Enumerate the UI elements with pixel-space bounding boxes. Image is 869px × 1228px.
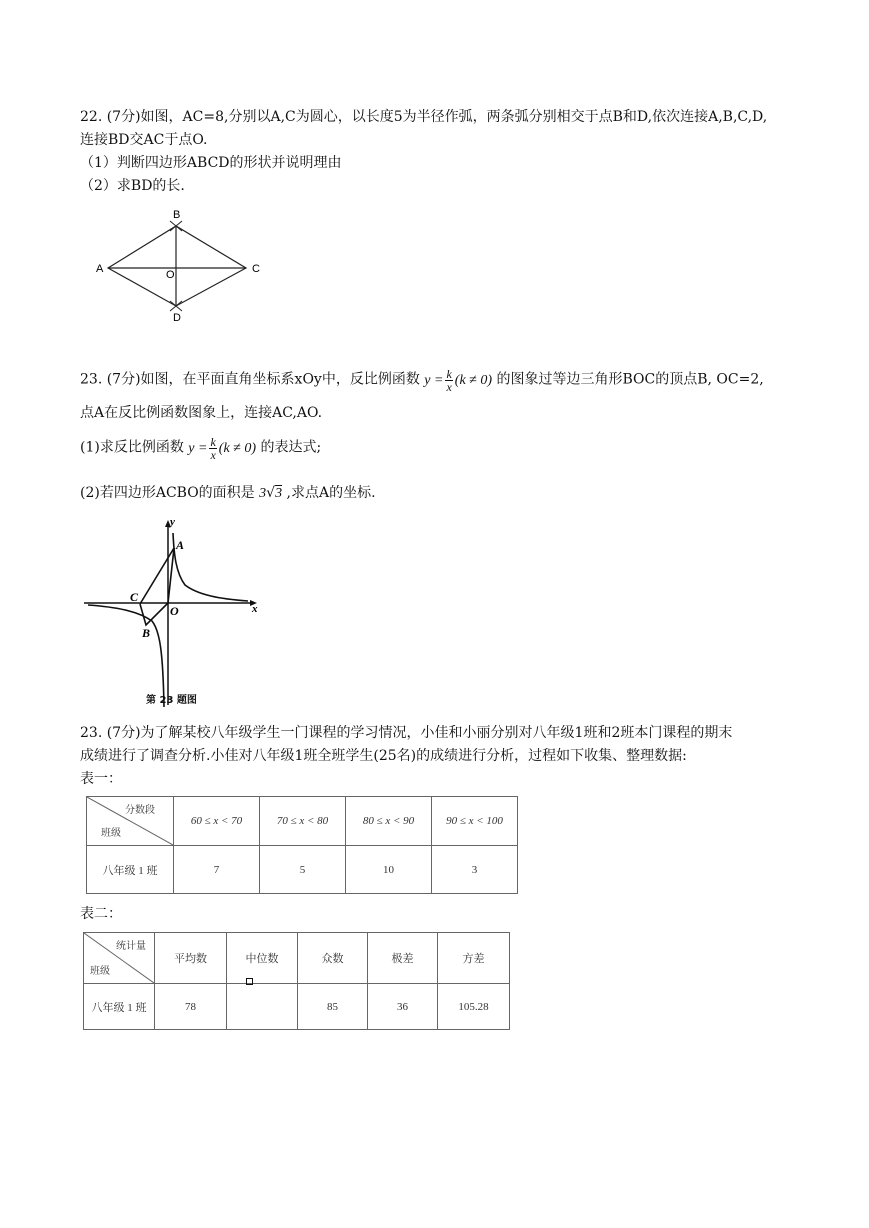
label-point-b: B bbox=[142, 626, 151, 640]
function-expression bbox=[424, 368, 492, 393]
q23a-part2-pre: (2)若四边形ACBO的面积是 bbox=[80, 485, 255, 501]
q22-line1: 22. (7分)如图，AC=8,分别以A,C为圆心，以长度5为半径作弧，两条弧分别相交于点B和D,依次连接A,B,C,D, bbox=[80, 109, 768, 125]
label-x-axis: x bbox=[252, 603, 258, 615]
func-fraction-2 bbox=[209, 436, 216, 461]
label-b: B bbox=[173, 209, 181, 221]
label-point-c: C bbox=[130, 590, 139, 604]
table1-cell: 10 bbox=[346, 846, 432, 894]
table2-header: 中位数 bbox=[227, 933, 298, 984]
func-cond-2: (k ≠ 0) bbox=[218, 440, 257, 456]
area-coef: 3 bbox=[259, 486, 267, 501]
table2-cell: 105.28 bbox=[438, 984, 510, 1030]
func-num-2: k bbox=[210, 435, 216, 449]
table1-corner-cell bbox=[87, 797, 174, 846]
table1-title: 表一： bbox=[80, 771, 122, 787]
function-expression-2 bbox=[188, 436, 256, 461]
table1-corner-top: 分数段 bbox=[125, 805, 155, 816]
table2-title: 表二： bbox=[80, 906, 122, 922]
q23a-part1-pre: (1)求反比例函数 bbox=[80, 439, 184, 456]
q23a-part1-post: 的表达式; bbox=[260, 439, 322, 456]
table1-header: 90 ≤ x < 100 bbox=[432, 797, 518, 846]
func-den-2: x bbox=[210, 448, 216, 462]
table1-header: 80 ≤ x < 90 bbox=[346, 797, 432, 846]
q22-part1: （1）判断四边形ABCD的形状并说明理由 bbox=[80, 155, 342, 171]
table2-corner-top: 统计量 bbox=[116, 941, 146, 952]
table2-cell: 78 bbox=[155, 984, 227, 1030]
q23a-line1-post: 的图象过等边三角形BOC的顶点B, OC=2, bbox=[496, 371, 764, 388]
label-point-a: A bbox=[176, 538, 185, 552]
table2-cell bbox=[227, 984, 298, 1030]
table2-row-label: 八年级 1 班 bbox=[84, 984, 155, 1030]
area-radicand: 3 bbox=[275, 486, 283, 501]
figure-caption: 第 23 题图 bbox=[146, 695, 197, 706]
table2-header: 方差 bbox=[438, 933, 510, 984]
table2-cell: 36 bbox=[368, 984, 438, 1030]
q23a-line1-pre: 23. (7分)如图，在平面直角坐标系xOy中，反比例函数 bbox=[80, 371, 420, 388]
func-y-2: y = bbox=[188, 440, 208, 456]
q23a-line2: 点A在反比例函数图象上，连接AC,AO. bbox=[80, 405, 323, 421]
table1-header: 70 ≤ x < 80 bbox=[260, 797, 346, 846]
table2-cell: 85 bbox=[298, 984, 368, 1030]
func-cond: (k ≠ 0) bbox=[454, 372, 493, 388]
table2-header: 众数 bbox=[298, 933, 368, 984]
q22-line2: 连接BD交AC于点O. bbox=[80, 132, 208, 148]
label-y-axis: y bbox=[170, 516, 175, 528]
table2-corner-bottom: 班级 bbox=[90, 966, 110, 977]
table1-corner-bottom: 班级 bbox=[101, 828, 121, 839]
q22-part2: （2）求BD的长. bbox=[80, 178, 185, 194]
q23a-part2-post: ,求点A的坐标. bbox=[286, 485, 376, 501]
rhombus-figure bbox=[80, 200, 280, 340]
q23b-line2: 成绩进行了调查分析.小佳对八年级1班全班学生(25名)的成绩进行分析，过程如下收集、整理数据: bbox=[80, 748, 687, 764]
sqrt-icon: √ bbox=[266, 485, 276, 501]
func-y: y = bbox=[424, 372, 444, 388]
q23a-part1 bbox=[80, 436, 321, 461]
table-statistics bbox=[83, 932, 510, 1030]
func-den: x bbox=[446, 380, 452, 394]
label-point-o: O bbox=[170, 604, 179, 618]
q23a-part2 bbox=[80, 484, 376, 503]
func-num: k bbox=[446, 367, 452, 381]
q23a-line1 bbox=[80, 368, 764, 393]
label-a: A bbox=[96, 263, 104, 275]
table2-header: 平均数 bbox=[155, 933, 227, 984]
table1-cell: 7 bbox=[174, 846, 260, 894]
table1-cell: 5 bbox=[260, 846, 346, 894]
table1-row-label: 八年级 1 班 bbox=[87, 846, 174, 894]
label-c: C bbox=[252, 263, 260, 275]
hyperbola-figure bbox=[80, 515, 270, 715]
table2-corner-cell bbox=[84, 933, 155, 984]
label-d: D bbox=[173, 312, 181, 324]
table2-header: 极差 bbox=[368, 933, 438, 984]
small-square-mark bbox=[246, 978, 253, 985]
table1-header: 60 ≤ x < 70 bbox=[174, 797, 260, 846]
func-fraction bbox=[445, 368, 452, 393]
label-o: O bbox=[166, 269, 175, 281]
table-score-distribution bbox=[86, 796, 518, 894]
q23b-line1: 23. (7分)为了解某校八年级学生一门课程的学习情况，小佳和小丽分别对八年级1班和2班本门课程的期末 bbox=[80, 725, 733, 741]
table1-cell: 3 bbox=[432, 846, 518, 894]
